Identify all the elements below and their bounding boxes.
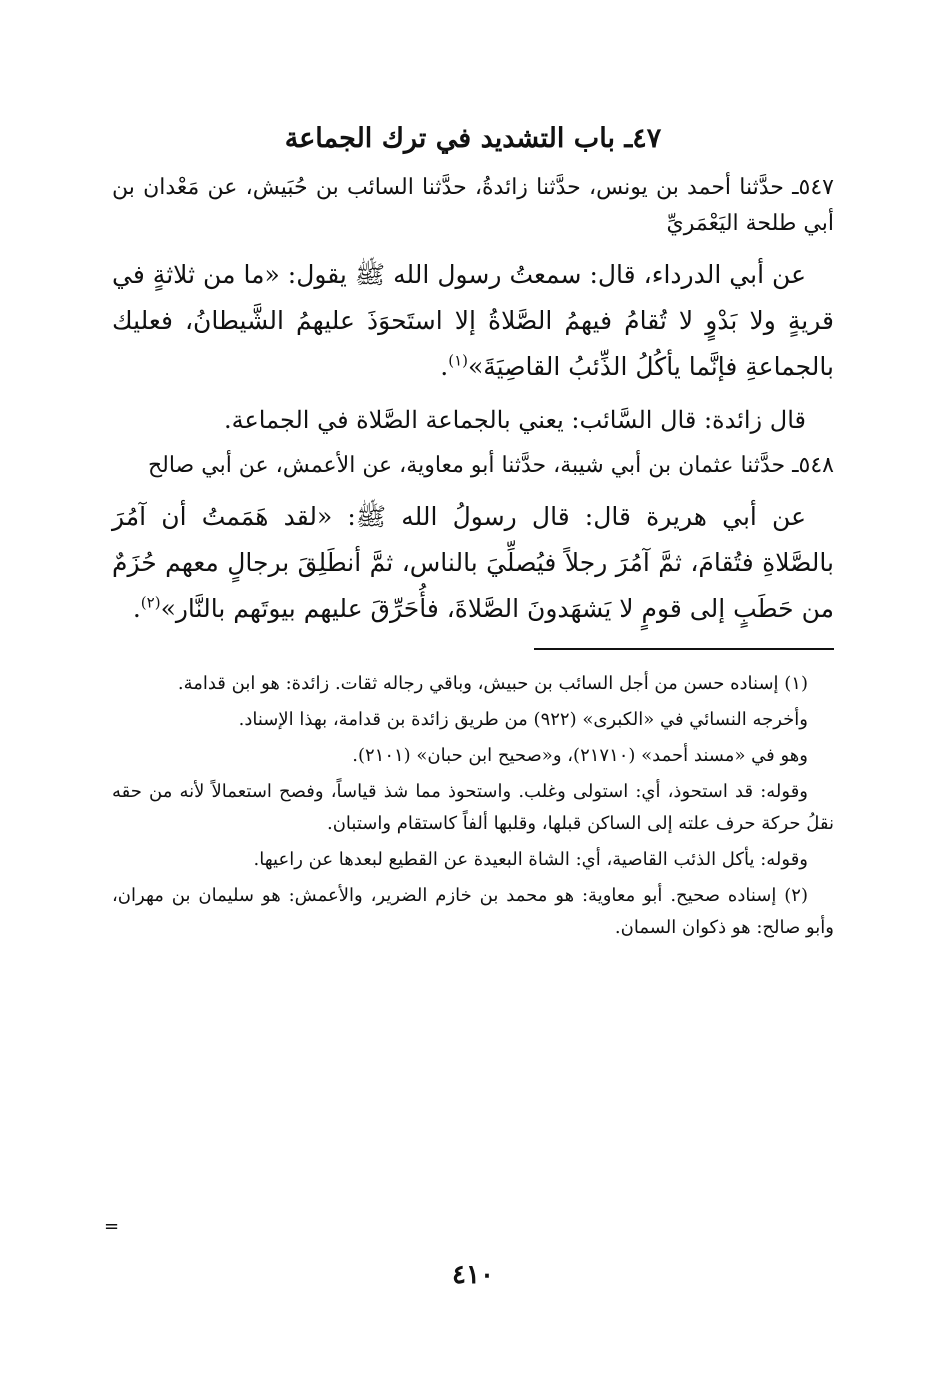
footnote-ref-1[interactable]: (١) <box>448 351 468 370</box>
footnote-1-takhrij: وأخرجه النسائي في «الكبرى» (٩٢٢) من طريق زائدة بن قدامة، بهذا الإسناد. <box>238 709 808 730</box>
hadith-548-matn-text: عن أبي هريرة قال: قال رسولُ الله ﷺ: «لقد هَمَمتُ أن آمُرَ بالصَّلاةِ فتُقامَ، ثمَّ آمُرَ رجلاً فيُصلِّيَ بالناس، ثمَّ أنطَلِقَ برجالٍ معهم حُزَمٌ من حَطَبٍ إلى قومٍ لا يَشهَدونَ الصَّلاةَ، فأُحَرِّقَ عليهم بيوتَهم بالنَّار» <box>112 502 834 623</box>
chapter-title: ٤٧ـ باب التشديد في ترك الجماعة <box>284 123 662 154</box>
footnotes-section <box>112 668 834 944</box>
hadith-548-isnad: ٥٤٨ـ حدَّثنا عثمان بن أبي شيبة، حدَّثنا أبو معاوية، عن الأعمش، عن أبي صالح <box>147 453 834 478</box>
hadith-547-matn <box>112 252 834 390</box>
footnote-ref-2[interactable]: (٢) <box>140 593 161 612</box>
footnote-1: (١) إسناده حسن من أجل السائب بن حبيش، وباقي رجاله ثقات. زائدة: هو ابن قدامة. <box>177 673 808 694</box>
footnote-1-explanation: وقوله: قد استحوذ، أي: استولى وغلب. واستحوذ مما شذ قياساً، وفصح استعمالاً لأنه من حقه نقلُ حركة حرف علته إلى الساكن قبلها، وقلبها ألفاً كاستقام واستبان. <box>112 781 834 834</box>
page-number: ٤١٠ <box>452 1260 494 1290</box>
hadith-547-end: . <box>440 352 449 381</box>
footnote-1-sources: وهو في «مسند أحمد» (٢١٧١٠)، و«صحيح ابن حبان» (٢١٠١). <box>352 745 808 766</box>
hadith-547-matn-text: عن أبي الدرداء، قال: سمعتُ رسول الله ﷺ يقول: «ما من ثلاثةٍ في قريةٍ ولا بَدْوٍ لا تُقامُ فيهمُ الصَّلاةُ إلا استَحوَذَ عليهمُ الشَّيطانُ، فعليك بالجماعةِ فإنَّما يأكُلُ الذِّئبُ القاصِيَةَ» <box>112 260 834 381</box>
footnote-2: (٢) إسناده صحيح. أبو معاوية: هو محمد بن خازم الضرير، والأعمش: هو سليمان بن مهران، وأبو صالح: هو ذكوان السمان. <box>112 885 834 938</box>
book-page <box>104 112 834 1312</box>
footnote-divider <box>534 648 834 650</box>
hadith-547-isnad: ٥٤٧ـ حدَّثنا أحمد بن يونس، حدَّثنا زائدةُ، حدَّثنا السائب بن حُبَيش، عن مَعْدان بن أبي طلحة اليَعْمَريِّ <box>112 175 834 236</box>
footnote-1-explanation-2: وقوله: يأكل الذئب القاصية، أي: الشاة البعيدة عن القطيع لبعدها عن راعيها. <box>253 849 808 870</box>
hadith-547-comment: قال زائدة: قال السَّائب: يعني بالجماعة الصَّلاة في الجماعة. <box>223 406 806 434</box>
footnote-continuation-mark: = <box>104 1216 120 1237</box>
hadith-548-matn <box>112 494 834 632</box>
hadith-548-end: . <box>132 594 141 623</box>
